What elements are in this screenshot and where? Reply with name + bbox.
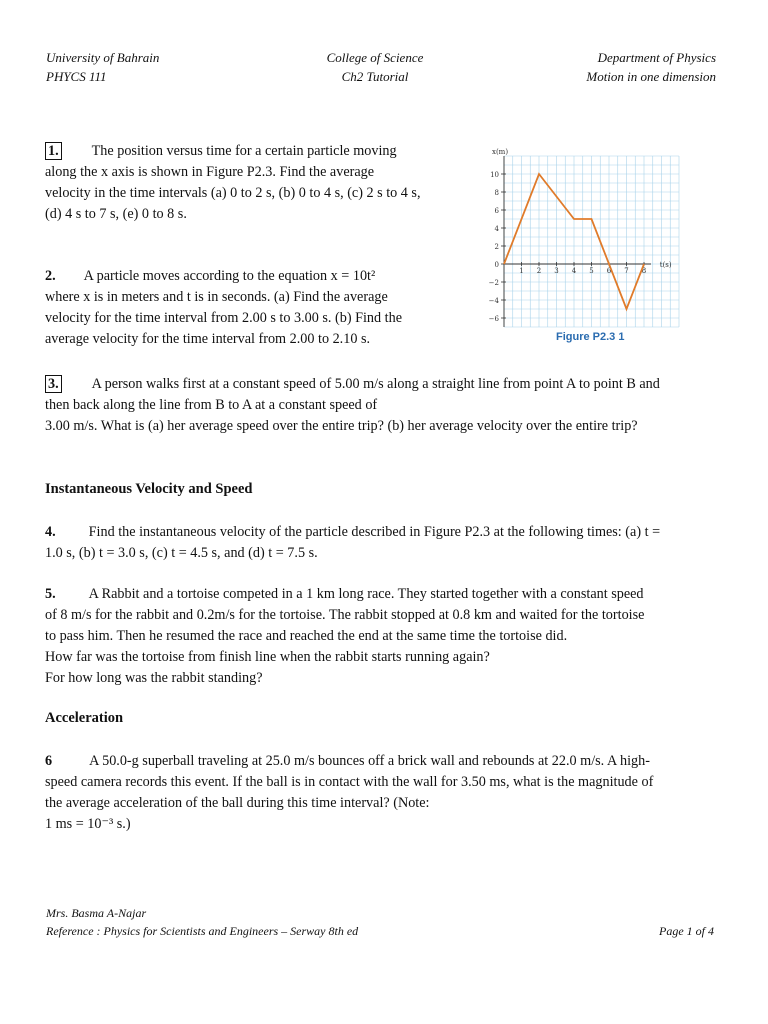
question-2 <box>45 266 475 350</box>
y-tick-label: 4 <box>494 225 499 233</box>
question-text-line: where x is in meters and t is in seconds. (a) Find the average <box>45 289 388 305</box>
question-text-line: velocity in the time intervals (a) 0 to 2 s, (b) 0 to 4 s, (c) 2 s to 4 s, <box>45 185 421 201</box>
x-tick-label: 3 <box>554 267 559 275</box>
y-axis-label: x(m) <box>492 148 509 157</box>
position-time-graph <box>488 136 688 336</box>
question-text-line: 1.0 s, (b) t = 3.0 s, (c) t = 4.5 s, and (d) t = 7.5 s. <box>45 545 318 561</box>
y-tick-label: 2 <box>494 243 499 251</box>
x-tick-label: 1 <box>519 267 524 275</box>
reference-text: Reference : Physics for Scientists and Engineers – Serway 8th ed <box>46 924 359 938</box>
tutorial-name: Ch2 Tutorial <box>341 69 409 84</box>
question-text-line: to pass him. Then he resumed the race and reached the end at the same time the tortoise did. <box>45 628 568 644</box>
question-text-line: Find the instantaneous velocity of the particle described in Figure P2.3 at the following times: (a) t = <box>88 524 661 540</box>
y-tick-label: 0 <box>494 261 499 269</box>
question-number: 6 <box>45 753 53 769</box>
footer-left <box>46 904 358 940</box>
question-text-line: velocity for the time interval from 2.00 s to 3.00 s. (b) Find the <box>45 310 402 326</box>
question-3 <box>45 374 760 437</box>
question-text-line: For how long was the rabbit standing? <box>45 670 263 686</box>
y-tick-label: −6 <box>488 315 499 323</box>
author-name: Mrs. Basma A-Najar <box>46 906 147 920</box>
question-text-line: then back along the line from B to A at a constant speed of <box>45 397 378 413</box>
figure-caption: Figure P2.3 1 <box>556 331 625 343</box>
question-text-line: speed camera records this event. If the ball is in contact with the wall for 3.50 ms, what is the magnitude of <box>45 774 654 790</box>
question-text-line: A 50.0-g superball traveling at 25.0 m/s bounces off a brick wall and rebounds at 22.0 m/s. A high- <box>89 753 650 769</box>
x-axis-label: t(s) <box>659 261 672 269</box>
header-right <box>586 48 716 86</box>
question-6 <box>45 751 760 835</box>
question-number: 3. <box>45 375 62 393</box>
question-1 <box>45 141 475 225</box>
question-text-line: the average acceleration of the ball during this time interval? (Note: <box>45 795 430 811</box>
question-text-line: (d) 4 s to 7 s, (e) 0 to 8 s. <box>45 206 187 222</box>
university-name: University of Bahrain <box>46 50 160 65</box>
question-number: 2. <box>45 268 56 284</box>
y-tick-label: 10 <box>490 171 499 179</box>
question-text-line: A particle moves according to the equation x = 10t² <box>83 268 376 284</box>
topic-name: Motion in one dimension <box>586 69 716 84</box>
y-tick-label: 8 <box>494 189 499 197</box>
figure-p2-3 <box>488 136 688 336</box>
department-name: Department of Physics <box>597 50 716 65</box>
x-tick-label: 6 <box>606 267 612 275</box>
question-5 <box>45 584 760 689</box>
question-text-line: of 8 m/s for the rabbit and 0.2m/s for the tortoise. The rabbit stopped at 0.8 km and waited for the tortoise <box>45 607 645 623</box>
x-tick-label: 5 <box>589 267 594 275</box>
page-number: Page 1 of 4 <box>659 924 714 938</box>
question-text-line: The position versus time for a certain particle moving <box>91 143 397 159</box>
header-center <box>320 48 430 86</box>
question-text-line: average velocity for the time interval from 2.00 to 2.10 s. <box>45 331 371 347</box>
x-tick-label: 2 <box>536 267 542 275</box>
question-number: 1. <box>45 142 62 160</box>
question-number: 4. <box>45 524 56 540</box>
question-text-line: along the x axis is shown in Figure P2.3. Find the average <box>45 164 375 180</box>
question-text-line: How far was the tortoise from finish line when the rabbit starts running again? <box>45 649 490 665</box>
question-text-line: A Rabbit and a tortoise competed in a 1 km long race. They started together with a constant speed <box>88 586 644 602</box>
x-tick-label: 7 <box>624 267 629 275</box>
question-4 <box>45 522 760 564</box>
question-text-line: A person walks first at a constant speed of 5.00 m/s along a straight line from point A to point B and <box>91 376 660 392</box>
y-tick-label: −4 <box>488 297 499 305</box>
college-name: College of Science <box>326 50 424 65</box>
x-tick-label: 8 <box>641 267 647 275</box>
x-tick-label: 4 <box>571 267 577 275</box>
y-tick-label: −2 <box>488 279 499 287</box>
y-tick-label: 6 <box>494 207 499 215</box>
course-code: PHYCS 111 <box>46 69 107 84</box>
header-left <box>46 48 159 86</box>
section-heading: Acceleration <box>45 710 124 726</box>
question-text-line: 3.00 m/s. What is (a) her average speed over the entire trip? (b) her average velocity over the entire trip? <box>45 418 638 434</box>
section-heading: Instantaneous Velocity and Speed <box>45 481 253 497</box>
question-number: 5. <box>45 586 56 602</box>
question-text-line: 1 ms = 10⁻³ s.) <box>45 816 131 832</box>
